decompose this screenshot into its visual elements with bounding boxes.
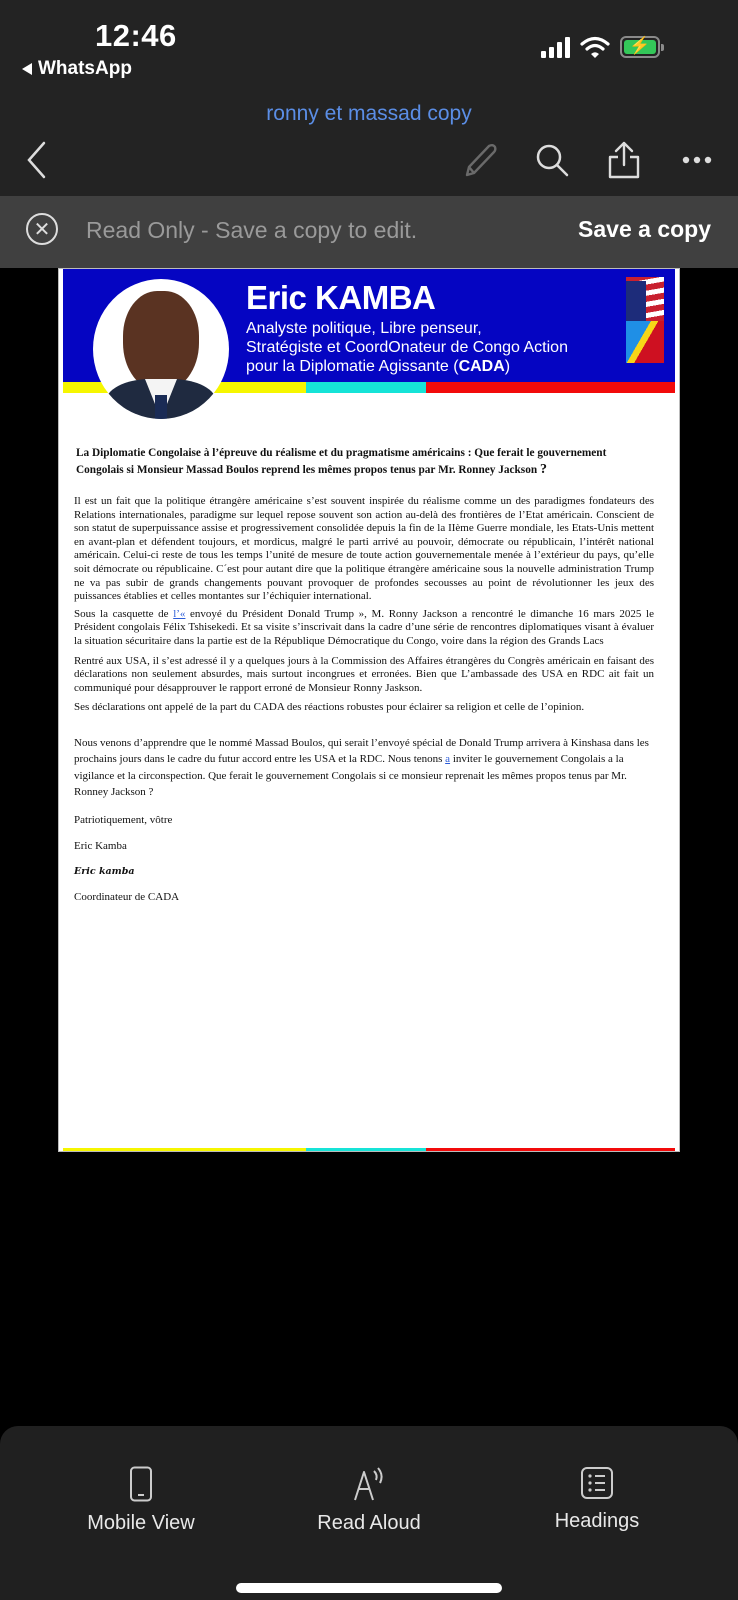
more-button[interactable] bbox=[675, 138, 719, 182]
paragraph-text: Sous la casquette de bbox=[74, 607, 174, 620]
paragraph-1: Il est un fait que la politique étrangère américaine s’est souvent inspirée du réalisme comme un des paradigmes fondateurs des Relations internationales, paradigme sur lequel repose souvent son action au-delà des frontières de l’Etat américain. Conscient de son statut de superpuissance assise et progressivement consolidée depuis la fin de la IIème Guerre mondiale, les Etats-Unis mettent en avant-plan et défendent toujours, et mordicus, malgré le parti arrivé au pouvoir, démocrate ou républicain, l’intérêt national américain. Celui-ci reste de tous les temps l’unité de mesure de toute action gouvernementale menée à l’extérieur du pays, qu’elle soit démocrate ou républicaine. C´est pour autant dire que la politique étrangère américaine sous la nouvelle administration Trump ne va pas subir de grands changements pouvant provoquer de profondes secousses au point de révolutionner les jeux des puissances établies et celles montantes sur l’échiquier international. bbox=[74, 495, 654, 603]
cyan-stripe bbox=[306, 382, 426, 393]
closing-line: Patriotiquement, vôtre bbox=[74, 814, 173, 827]
author-subtitle bbox=[246, 319, 636, 376]
search-icon bbox=[535, 143, 569, 177]
red-stripe bbox=[426, 382, 675, 393]
document-page bbox=[58, 268, 680, 1152]
subtitle-text: ) bbox=[504, 358, 511, 375]
us-drc-flag-image bbox=[626, 277, 664, 363]
subtitle-line: Analyste politique, Libre penseur, bbox=[246, 320, 482, 337]
read-only-banner bbox=[0, 196, 738, 268]
read-aloud-label: Read Aloud bbox=[317, 1512, 421, 1534]
subtitle-line: Stratégiste et CoordOnateur de Congo Action bbox=[246, 339, 568, 356]
letterhead-banner bbox=[63, 269, 675, 393]
back-app-label: WhatsApp bbox=[38, 58, 132, 79]
back-triangle-icon bbox=[22, 63, 32, 75]
home-indicator[interactable] bbox=[236, 1583, 502, 1593]
share-icon bbox=[607, 141, 641, 179]
paragraph-4: Ses déclarations ont appelé de la part du CADA des réactions robustes pour éclairer sa religion et celle de l’opinion. bbox=[74, 701, 585, 714]
app-header bbox=[0, 0, 738, 196]
cada-acronym: CADA bbox=[458, 358, 505, 375]
dismiss-banner-button[interactable] bbox=[26, 213, 58, 245]
read-aloud-icon bbox=[351, 1466, 387, 1502]
headings-list-icon bbox=[580, 1466, 614, 1500]
paragraph-3: Rentré aux USA, il s’est adressé il y a quelques jours à la Commission des Affaires étrangères du Congrès américain en faisant des déclarations non seulement absurdes, mais surtout incongrues et erronées. Bien que L’ambassade des USA en RDC ait fait un communiqué pour désapprouver le rapport erroné de Monsieur Ronny Jaskson. bbox=[74, 654, 654, 694]
author-name: Eric KAMBA bbox=[246, 279, 436, 316]
status-icons bbox=[541, 36, 660, 58]
document-title: ronny et massad copy bbox=[266, 102, 472, 125]
more-icon bbox=[682, 156, 712, 164]
mobile-view-label: Mobile View bbox=[87, 1512, 195, 1534]
spelling-mark[interactable]: a bbox=[445, 753, 451, 766]
signer-title: Coordinateur de CADA bbox=[74, 890, 180, 903]
paragraph-text: inviter le gouvernement Congolais a la vigilance et la circonspection. Que ferait le gouvernement Congolais si ce monsieur reprenait les mêmes propos tenus par Mr. Ronney Jackson ? bbox=[74, 753, 627, 798]
subtitle-line bbox=[246, 357, 636, 376]
wifi-icon bbox=[580, 36, 610, 58]
status-time: 12:46 bbox=[95, 18, 177, 53]
signer-name: Eric Kamba bbox=[74, 839, 127, 852]
subtitle-text: pour la Diplomatie Agissante ( bbox=[246, 358, 459, 375]
save-a-copy-button[interactable]: Save a copy bbox=[578, 216, 711, 242]
headings-button[interactable] bbox=[497, 1466, 697, 1533]
read-only-message: Read Only - Save a copy to edit. bbox=[86, 217, 418, 243]
pencil-icon bbox=[461, 141, 499, 179]
share-button[interactable] bbox=[602, 138, 646, 182]
headings-label: Headings bbox=[554, 1510, 640, 1532]
cellular-signal-icon bbox=[541, 36, 570, 58]
battery-charging-icon: ⚡ bbox=[620, 36, 660, 58]
back-to-app-link[interactable] bbox=[22, 58, 132, 80]
edit-button[interactable] bbox=[458, 138, 502, 182]
read-aloud-button[interactable] bbox=[269, 1466, 469, 1535]
phone-icon bbox=[129, 1466, 153, 1502]
mobile-view-button[interactable] bbox=[41, 1466, 241, 1535]
paragraph-5 bbox=[74, 735, 654, 800]
paragraph-2 bbox=[74, 608, 654, 649]
author-photo bbox=[93, 279, 229, 419]
chevron-left-icon bbox=[24, 140, 48, 180]
paragraph-text: envoyé du Président Donald Trump », M. Ronny Jackson a rencontré le dimanche 16 mars 2025 le Président congolais Félix Tshisekedi. Et sa visite s’inscrivait dans la cadre d’une série de rencontres diplomatiques visant à évaluer la situation sécuritaire dans la partie est de la République Démocratique du Congo, voire dans la région des Grands Lacs bbox=[74, 607, 654, 647]
heading-text: La Diplomatie Congolaise à l’épreuve du réalisme et du pragmatisme américains : Que ferait le gouvernement Congolais si Monsieur Massad Boulos reprend les mêmes propos tenus par Mr. Ronney Jackson bbox=[76, 447, 607, 476]
article-heading bbox=[76, 445, 654, 478]
signature: Eric kamba bbox=[74, 866, 135, 878]
document-body bbox=[74, 445, 654, 904]
tracked-change-mark[interactable]: l’« bbox=[173, 607, 186, 620]
back-button[interactable] bbox=[14, 138, 58, 182]
footer-stripes bbox=[63, 1148, 675, 1151]
close-icon: ✕ bbox=[33, 218, 51, 241]
heading-question-mark: ? bbox=[539, 461, 547, 477]
search-button[interactable] bbox=[530, 138, 574, 182]
bottom-toolbar bbox=[0, 1426, 738, 1600]
paragraph-text: Nous venons d’apprendre que le nommé Massad Boulos, qui serait l’envoyé spécial de Donald Trump arrivera à Kinshasa dans les prochains jours dans le cadre du futur accord entre les USA et la RDC. Nous tenons bbox=[74, 736, 649, 766]
